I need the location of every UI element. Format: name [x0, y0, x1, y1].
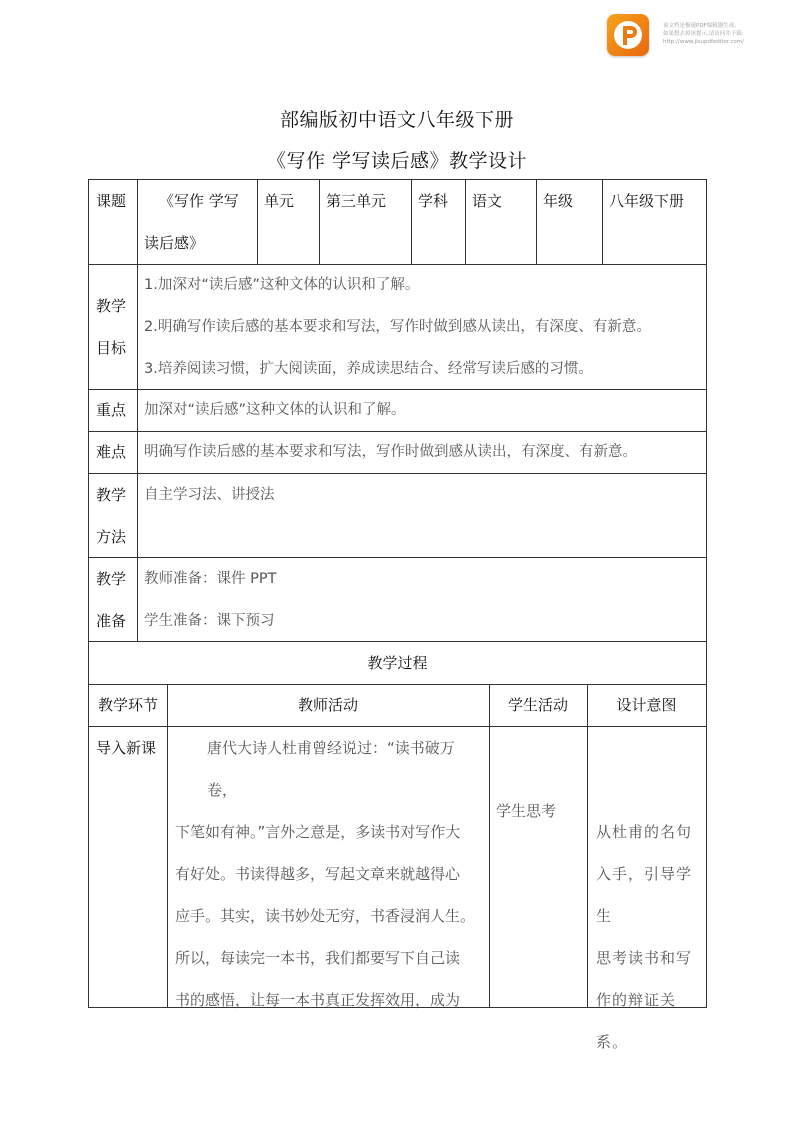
watermark-line-2: 如果想去掉该提示,请访问并下载:	[663, 31, 744, 37]
key-point-label: 重点	[96, 401, 127, 419]
grade-value: 八年级下册	[609, 192, 685, 210]
subject-value: 语文	[472, 192, 503, 210]
method-label-line-1: 教学	[96, 486, 127, 504]
document-subtitle: 《写作 学写读后感》教学设计	[266, 150, 528, 172]
header-design-intent: 设计意图	[616, 696, 677, 714]
col-divider	[602, 180, 603, 264]
teacher-activity-text	[175, 727, 483, 1021]
document-title: 部编版初中语文八年级下册	[279, 109, 514, 131]
design-intent-line: 作的辩证关系。	[596, 991, 677, 1051]
method-text: 自主学习法、讲授法	[144, 487, 275, 503]
col-divider	[137, 180, 138, 264]
topic-value-line-2: 读后感》	[144, 234, 205, 252]
header-student-activity: 学生活动	[507, 696, 568, 714]
design-intent-line: 从杜甫的名句	[596, 823, 693, 841]
grade-label: 年级	[543, 192, 574, 210]
preparation-label-line-1: 教学	[96, 570, 127, 588]
objectives-label-line-2: 目标	[96, 339, 127, 357]
col-divider	[536, 180, 537, 264]
watermark-text	[663, 22, 791, 46]
header-stage: 教学环节	[97, 696, 158, 714]
subject-label: 学科	[418, 192, 449, 210]
header-teacher-activity: 教师活动	[297, 696, 358, 714]
student-activity-text: 学生思考	[496, 802, 557, 820]
key-point-text: 加深对“读后感”这种文体的认识和了解。	[144, 402, 406, 418]
col-divider	[257, 180, 258, 264]
design-intent-line: 思考读书和写	[596, 949, 693, 967]
col-divider	[465, 180, 466, 264]
col-divider	[137, 264, 138, 641]
objective-item: 1.加深对“读后感”这种文体的认识和了解。	[144, 277, 420, 293]
lesson-plan-table	[88, 179, 707, 1051]
teacher-activity-line: 唐代大诗人杜甫曾经说过：“读书破万卷，	[207, 739, 455, 799]
unit-value: 第三单元	[326, 192, 387, 210]
unit-label: 单元	[264, 192, 295, 210]
stage-intro: 导入新课	[96, 739, 157, 757]
teacher-activity-line: 所以，每读完一本书，我们都要写下自己读	[175, 949, 461, 967]
col-divider	[319, 180, 320, 264]
difficulty-text: 明确写作读后感的基本要求和写法，写作时做到感从读出，有深度、有新意。	[144, 444, 637, 460]
teacher-activity-line: 书的感悟，让每一本书真正发挥效用，成为	[175, 991, 461, 1009]
design-intent-line: 入手，引导学生	[596, 865, 693, 925]
design-intent-text	[596, 811, 704, 1063]
col-divider	[587, 684, 588, 1008]
pdf-editor-logo-icon	[607, 14, 649, 56]
student-preparation: 学生准备：课下预习	[144, 613, 275, 629]
process-title: 教学过程	[367, 654, 428, 672]
watermark-line-3: http://www.jisupdfeditor.com/	[663, 39, 744, 45]
difficulty-label: 难点	[96, 443, 127, 461]
teacher-activity-line: 下笔如有神。”言外之意是，多读书对写作大	[175, 823, 461, 841]
col-divider	[489, 684, 490, 1008]
topic-label: 课题	[96, 192, 127, 210]
col-divider	[411, 180, 412, 264]
watermark-line-1: 该文档是极速PDF编辑器生成,	[663, 23, 736, 29]
preparation-label-line-2: 准备	[96, 612, 127, 630]
teacher-activity-line: 应手。其实，读书妙处无穷，书香浸润人生。	[175, 907, 476, 925]
teacher-preparation: 教师准备：课件 PPT	[144, 571, 277, 587]
objectives-label-line-1: 教学	[96, 297, 127, 315]
topic-value-line-1: 《写作 学写	[159, 192, 239, 210]
col-divider	[167, 684, 168, 1008]
objective-item: 3.培养阅读习惯，扩大阅读面，养成读思结合、经常写读后感的习惯。	[144, 361, 593, 377]
teacher-activity-line: 有好处。书读得越多，写起文章来就越得心	[175, 865, 461, 883]
objective-item: 2.明确写作读后感的基本要求和写法，写作时做到感从读出，有深度、有新意。	[144, 319, 651, 335]
method-label-line-2: 方法	[96, 528, 127, 546]
